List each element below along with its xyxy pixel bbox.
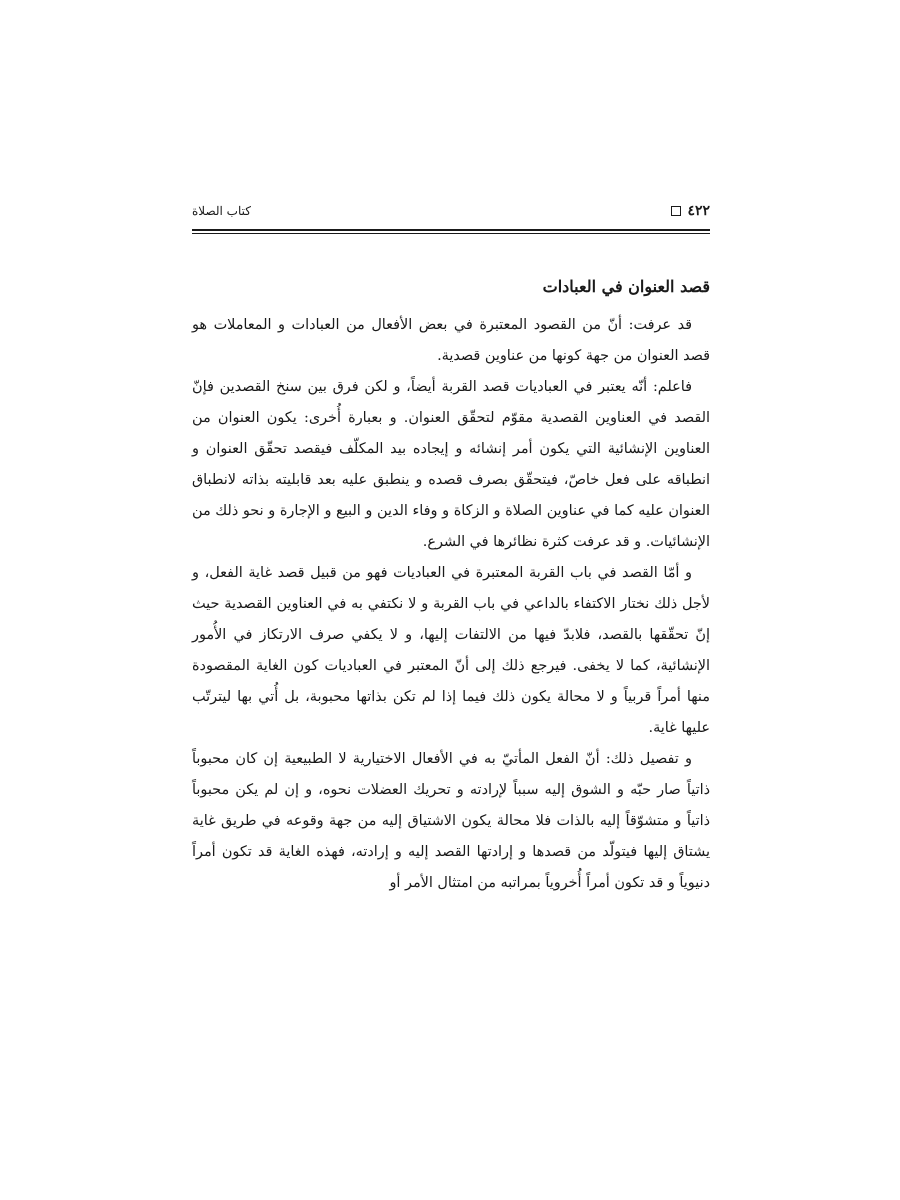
page-number: ٤٢٢	[687, 203, 710, 219]
square-icon	[671, 206, 681, 216]
section-heading: قصد العنوان في العبادات	[542, 277, 710, 296]
running-header	[192, 196, 710, 226]
book-title: كتاب الصلاة	[192, 204, 251, 218]
header-rule-thin	[192, 233, 710, 234]
paragraph: فاعلم: أنّه يعتبر في العباديات قصد القربة أيضاً، و لكن فرق بين سنخ القصدين فإنّ القصد في العناوين القصدية مقوّم لتحقّق العنوان. و بعبارة أُخرى: يكون العنوان من العناوين الإنشائية التي يكون أمر إنشائه و إيجاده بيد المكلّف فيقصد تحقّق العنوان و انطباقه على فعل خاصّ، فيتحقّق بصرف قصده و ينطبق عليه بعد قابليته بذاته لانطباق العنوان عليه كما في عناوين الصلاة و الزكاة و وفاء الدين و البيع و الإجارة و نحو ذلك من الإنشائيات. و قد عرفت كثرة نظائرها في الشرع.	[192, 379, 710, 550]
page-body	[192, 272, 710, 899]
page-number-group	[671, 196, 710, 226]
paragraph: قد عرفت: أنّ من القصود المعتبرة في بعض الأفعال من العبادات و المعاملات هو قصد العنوان من جهة كونها من عناوين قصدية.	[192, 317, 710, 364]
book-page	[192, 196, 710, 891]
header-rule-thick	[192, 229, 710, 231]
paragraph: و أمّا القصد في باب القربة المعتبرة في العباديات فهو من قبيل قصد غاية الفعل، و لأجل ذلك نختار الاكتفاء بالداعي في باب القربة و لا نكتفي به في العناوين القصدية حيث إنّ تحقّقها بالقصد، فلابدّ فيها من الالتفات إليها، و لا يكفي صرف الارتكاز في الأُمور الإنشائية، كما لا يخفى. فيرجع ذلك إلى أنّ المعتبر في العباديات كون الغاية المقصودة منها أمراً قربياً و لا محالة يكون ذلك فيما إذا لم تكن بذاتها محبوبة، بل أُتي بها ليترتّب عليها غاية.	[192, 565, 710, 736]
paragraph: و تفصيل ذلك: أنّ الفعل المأتيّ به في الأفعال الاختيارية لا الطبيعية إن كان محبوباً ذاتياً صار حبّه و الشوق إليه سبباً لإرادته و تحريك العضلات نحوه، و إن لم يكن محبوباً ذاتياً و متشوّقاً إليه بالذات فلا محالة يكون الاشتياق إليه من جهة وقوعه في طريق غاية يشتاق إليها فيتولّد من قصدها و إرادتها القصد إليه و إرادته، فهذه الغاية قد تكون أمراً دنيوياً و قد تكون أمراً أُخروياً بمراتبه من امتثال الأمر أو	[192, 751, 710, 891]
